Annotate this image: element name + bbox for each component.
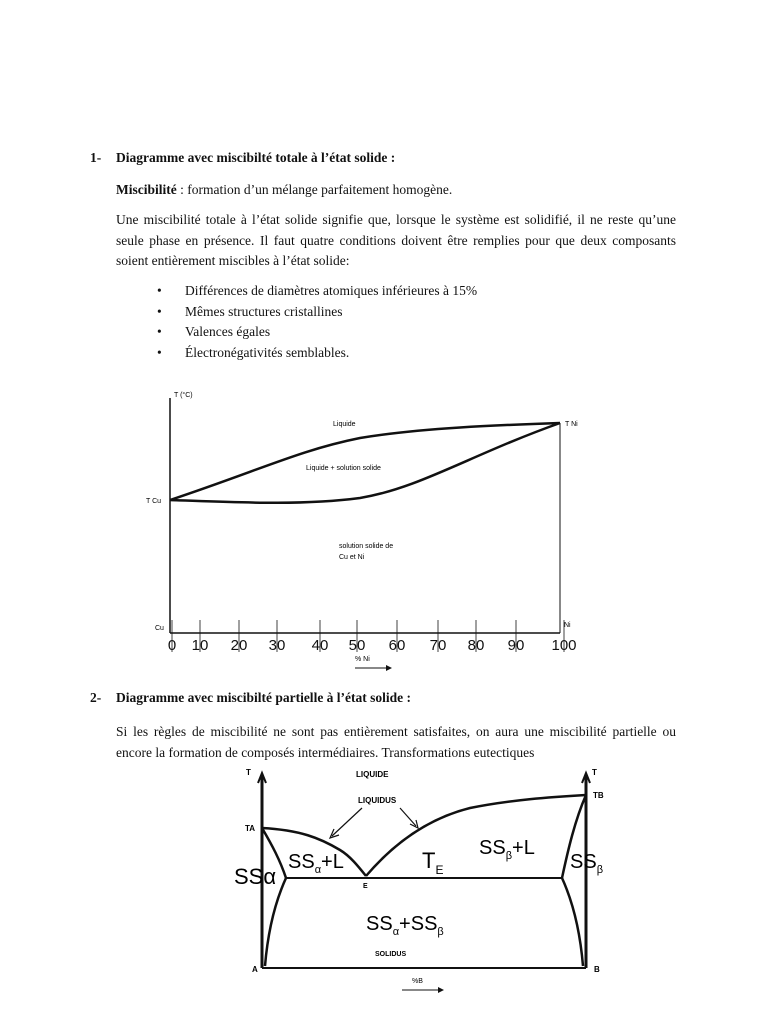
region-ss-alpha-ss-beta: $SS_\alpha+SS_\beta$ (366, 913, 444, 938)
liquidus-pointer-left (332, 808, 362, 836)
region-ss-alpha-l: $SS_\alpha+L$ (288, 851, 344, 876)
bullet-icon: • (157, 345, 162, 360)
region-ss-beta: $SS_\beta$ (570, 851, 604, 876)
x-axis-label: % Ni (355, 656, 370, 663)
x-tick-label: 100 (551, 637, 577, 654)
x-tick-label: 70 (429, 637, 447, 654)
region-ss-alpha: SSα (234, 864, 277, 889)
solvus-beta (562, 878, 583, 966)
solvus-alpha (265, 878, 286, 966)
region-liquide: Liquide (333, 421, 356, 428)
x-axis-label: %B (412, 978, 423, 985)
ta-label: TA (245, 824, 256, 833)
liquidus-right (366, 795, 586, 876)
x-tick-label: 0 (167, 637, 177, 654)
x-tick-label: 10 (191, 637, 209, 654)
bullet-icon: • (157, 304, 162, 319)
bullet-item: Valences égales (185, 324, 271, 339)
section2-title: Diagramme avec miscibilté partielle à l’état solide : (116, 690, 412, 705)
solidus-label: SOLIDUS (375, 951, 407, 958)
section1-number: 1- (90, 150, 102, 165)
x-tick-label: 30 (268, 637, 286, 654)
liquide-label: LIQUIDE (356, 770, 389, 779)
section2-paragraph: Si les règles de miscibilité ne sont pas entièrement satisfaites, on aura une miscibilité partielle ou encore la formation de composés intermédiaires. Transformations eutectiques (116, 724, 676, 760)
section1-paragraph: Une miscibilité totale à l’état solide signifie que, lorsque le système est solidifié, il ne reste qu’une seule phase en présence. Il faut quatre conditions doivent être remplies pour que deux composants soient entièrement miscibles à l’état solide: (116, 212, 676, 268)
definition-text: : formation d’un mélange parfaitement homogène. (176, 182, 453, 197)
x-tick-label: 20 (230, 637, 248, 654)
arrowhead-icon (438, 987, 444, 993)
e-label: E (363, 883, 368, 890)
x-tick-label: 80 (467, 637, 485, 654)
bullet-item: Différences de diamètres atomiques inférieures à 15% (185, 283, 478, 298)
label-t-ni: T Ni (565, 421, 578, 428)
bullet-icon: • (157, 283, 162, 298)
b-label: B (594, 965, 600, 974)
region-te: $T_E$ (422, 848, 444, 877)
bullet-icon: • (157, 324, 162, 339)
x-tick-label: 90 (507, 637, 525, 654)
section2-number: 2- (90, 690, 102, 705)
t-left-label: T (246, 768, 251, 777)
bullet-item: Mêmes structures cristallines (185, 304, 343, 319)
definition-term: Miscibilité (116, 182, 177, 197)
label-cu: Cu (155, 625, 164, 632)
x-tick-label: 50 (348, 637, 366, 654)
liquidus-pointer-right (400, 808, 416, 826)
section1-title: Diagramme avec miscibilté totale à l’état solide : (116, 150, 396, 165)
x-tick-label: 60 (388, 637, 406, 654)
bullet-item: Électronégativités semblables. (185, 345, 350, 360)
x-tick-label: 40 (311, 637, 329, 654)
tb-label: TB (593, 791, 604, 800)
region-liquid-solid: Liquide + solution solide (306, 465, 381, 472)
y-axis-label: T (°C) (174, 392, 193, 399)
label-ni: Ni (564, 622, 571, 629)
t-right-label: T (592, 768, 597, 777)
liquidus-label: LIQUIDUS (358, 796, 397, 805)
region-solid-line1: solution solide de (339, 543, 394, 550)
region-ss-beta-l: $SS_\beta+L$ (479, 837, 535, 862)
label-t-cu: T Cu (146, 498, 162, 505)
a-label: A (252, 965, 258, 974)
region-solid-line2: Cu et Ni (339, 554, 365, 561)
